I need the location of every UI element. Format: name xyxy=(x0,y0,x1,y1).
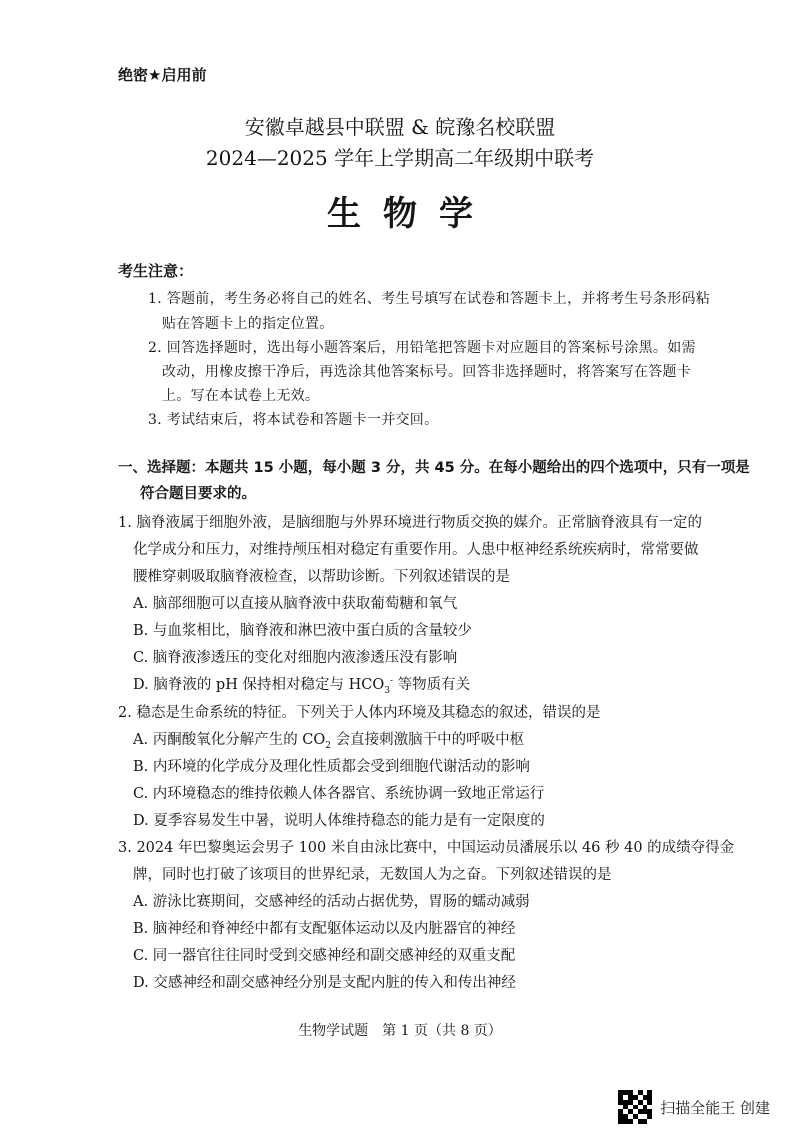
watermark-text: 扫描全能王 创建 xyxy=(660,1098,770,1117)
question-1-option-c: C. 脑脊液渗透压的变化对细胞内液渗透压没有影响 xyxy=(133,650,458,666)
exam-title-line1: 安徽卓越县中联盟 & 皖豫名校联盟 xyxy=(244,115,556,139)
question-1-option-a: A. 脑部细胞可以直接从脑脊液中获取葡萄糖和氧气 xyxy=(133,596,458,612)
subject-title: 生物学 xyxy=(327,194,495,234)
question-3-option-a: A. 游泳比赛期间，交感神经的活动占据优势，胃肠的蠕动减弱 xyxy=(133,894,530,910)
question-3-option-b: B. 脑神经和脊神经中都有支配躯体运动以及内脏器官的神经 xyxy=(133,921,516,937)
question-3-option-c: C. 同一器官往往同时受到交感神经和副交感神经的双重支配 xyxy=(133,948,516,964)
qr-code-icon xyxy=(618,1090,652,1124)
question-3-stem: 牌，同时也打破了该项目的世界纪录，无数国人为之奋。下列叙述错误的是 xyxy=(133,867,612,883)
question-1-option-d: D. 脑脊液的 pH 保持相对稳定与 $HCO_3^-$ 等物质有关 xyxy=(133,676,471,696)
scanner-watermark xyxy=(618,1090,770,1124)
question-2-stem: 2. 稳态是生命系统的特征。下列关于人体内环境及其稳态的叙述，错误的是 xyxy=(118,705,601,721)
notice-line: 3. 考试结束后，将本试卷和答题卡一并交回。 xyxy=(148,412,439,428)
question-2-option-b: B. 内环境的化学成分及理化性质都会受到细胞代谢活动的影响 xyxy=(133,759,530,775)
question-3-stem: 3. 2024 年巴黎奥运会男子 100 米自由泳比赛中，中国运动员潘展乐以 46 秒 40 的成绩夺得金 xyxy=(118,840,735,856)
question-2-option-a: A. 丙酮酸氧化分解产生的 $CO_2$ 会直接刺激脑干中的呼吸中枢 xyxy=(133,732,525,751)
notice-line: 上。写在本试卷上无效。 xyxy=(162,388,320,404)
question-2-option-c: C. 内环境稳态的维持依赖人体各器官、系统协调一致地正常运行 xyxy=(133,786,545,802)
question-1-stem: 化学成分和压力，对维持颅压相对稳定有重要作用。人患中枢神经系统疾病时，常常要做 xyxy=(133,542,699,558)
notice-line: 贴在答题卡上的指定位置。 xyxy=(162,316,334,332)
secret-label: 绝密★启用前 xyxy=(118,66,207,84)
exam-title-line2: 2024—2025 学年上学期高二年级期中联考 xyxy=(205,146,595,170)
notice-line: 2. 回答选择题时，选出每小题答案后，用铅笔把答题卡对应题目的答案标号涂黑。如需 xyxy=(148,340,696,356)
page-footer: 生物学试题 第 1 页（共 8 页） xyxy=(298,1023,502,1039)
section-heading: 一、选择题：本题共 15 小题，每小题 3 分，共 45 分。在每小题给出的四个选项中，只有一项是 xyxy=(118,460,750,476)
question-3-option-d: D. 交感神经和副交感神经分别是支配内脏的传入和传出神经 xyxy=(133,975,516,991)
notice-line: 改动，用橡皮擦干净后，再选涂其他答案标号。回答非选择题时，将答案写在答题卡 xyxy=(162,364,692,380)
question-1-stem: 腰椎穿刺吸取脑脊液检查，以帮助诊断。下列叙述错误的是 xyxy=(133,569,510,585)
question-2-option-d: D. 夏季容易发生中暑，说明人体维持稳态的能力是有一定限度的 xyxy=(133,813,545,829)
section-heading-cont: 符合题目要求的。 xyxy=(140,486,256,502)
question-1-stem: 1. 脑脊液属于细胞外液，是脑细胞与外界环境进行物质交换的媒介。正常脑脊液具有一定的 xyxy=(118,515,702,531)
notice-line: 1. 答题前，考生务必将自己的姓名、考生号填写在试卷和答题卡上，并将考生号条形码粘 xyxy=(148,291,711,307)
question-1-option-b: B. 与血浆相比，脑脊液和淋巴液中蛋白质的含量较少 xyxy=(133,623,472,639)
notice-heading: 考生注意： xyxy=(118,262,194,280)
